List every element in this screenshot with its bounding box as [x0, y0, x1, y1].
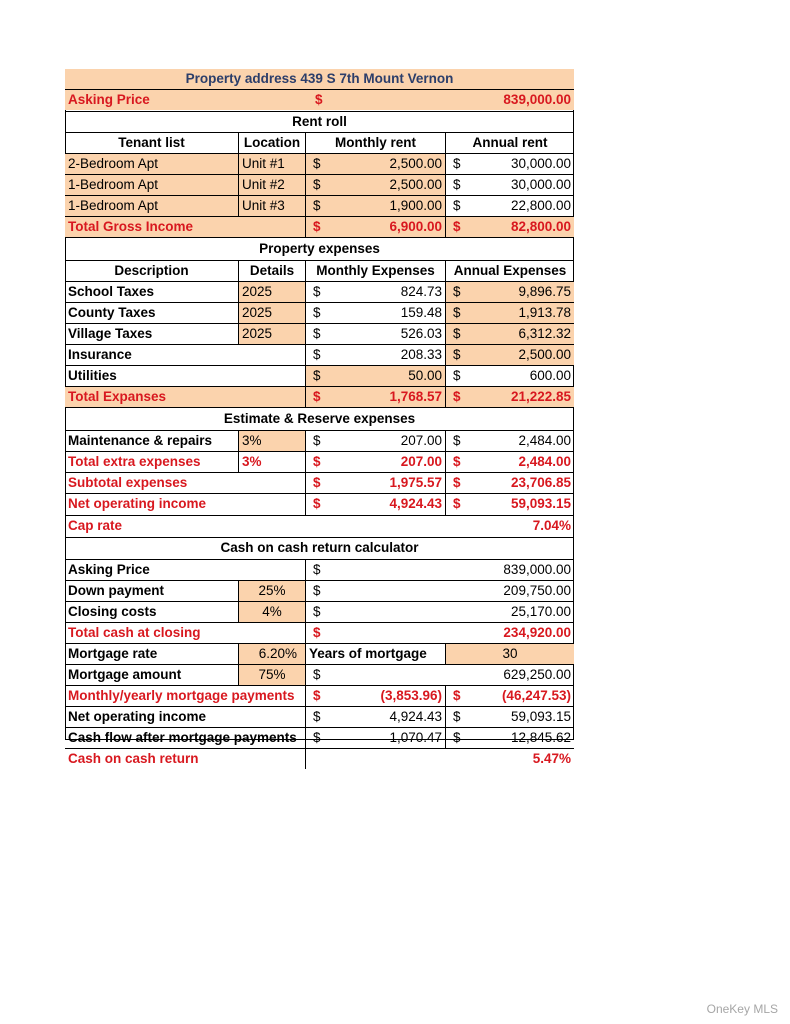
- currency-symbol: $: [313, 667, 321, 682]
- annual-rent-cell: [445, 196, 574, 216]
- monthly-expense: 50.00: [408, 368, 442, 383]
- total-cash-cell: [305, 623, 574, 643]
- annual-rent: 30,000.00: [510, 156, 571, 171]
- noi-annual: 59,093.15: [510, 496, 571, 511]
- monthly-expense: 159.48: [400, 305, 442, 320]
- currency-symbol: $: [453, 219, 461, 234]
- annual-expense-cell: [445, 366, 574, 386]
- cap-rate-row: [65, 516, 574, 538]
- currency-symbol: $: [453, 454, 461, 469]
- unit-location: Unit #3: [238, 196, 305, 216]
- mortgage-amount-row: [65, 665, 574, 686]
- extra-monthly: 207.00: [400, 454, 442, 469]
- expense-description: Utilities: [68, 368, 117, 383]
- subtotal-monthly-cell: [305, 473, 445, 493]
- currency-symbol: $: [313, 604, 321, 619]
- down-payment-row: [65, 581, 574, 602]
- closing-costs-label: Closing costs: [68, 604, 157, 619]
- currency-symbol: $: [453, 368, 461, 383]
- cash-heading-row: [65, 538, 574, 560]
- watermark: OneKey MLS: [706, 1002, 778, 1016]
- annual-expense: 1,913.78: [518, 305, 571, 320]
- mortgage-payments-row: [65, 686, 574, 707]
- monthly-expense-cell: [305, 324, 445, 344]
- col-description: Description: [114, 263, 189, 278]
- monthly-rent: 2,500.00: [389, 156, 442, 171]
- asking-price-value: 839,000.00: [503, 92, 571, 107]
- currency-symbol: $: [453, 326, 461, 341]
- rent-row: [65, 175, 574, 196]
- expense-description: County Taxes: [68, 305, 156, 320]
- cash-noi-row: [65, 707, 574, 728]
- currency-symbol: $: [313, 433, 321, 448]
- rent-roll-heading-row: [65, 111, 574, 133]
- total-annual-expenses: 21,222.85: [510, 389, 571, 404]
- property-title: Property address 439 S 7th Mount Vernon: [65, 69, 574, 89]
- property-analysis-sheet: [65, 69, 574, 769]
- currency-symbol: $: [315, 92, 323, 107]
- annual-rent-cell: [445, 154, 574, 174]
- mortgage-amount-percent: 75%: [238, 665, 305, 685]
- years-of-mortgage-label: Years of mortgage: [305, 644, 445, 664]
- currency-symbol: $: [313, 454, 321, 469]
- rent-roll-heading: Rent roll: [292, 114, 347, 129]
- rent-roll-header-row: [65, 133, 574, 154]
- monthly-rent-cell: [305, 154, 445, 174]
- mortgage-monthly: (3,853.96): [380, 688, 442, 703]
- currency-symbol: $: [453, 156, 461, 171]
- monthly-expense: 824.73: [400, 284, 442, 299]
- maintenance-row: [65, 431, 574, 452]
- cash-flow-annual: 12,845.62: [510, 730, 571, 745]
- currency-symbol: $: [453, 475, 461, 490]
- currency-symbol: $: [313, 156, 321, 171]
- currency-symbol: $: [313, 177, 321, 192]
- annual-expense: 6,312.32: [518, 326, 571, 341]
- expense-description: Village Taxes: [68, 326, 153, 341]
- currency-symbol: $: [313, 730, 321, 745]
- currency-symbol: $: [313, 475, 321, 490]
- cash-asking-cell: [305, 560, 574, 580]
- reserve-heading: Estimate & Reserve expenses: [223, 411, 416, 426]
- cash-asking-row: [65, 560, 574, 581]
- expense-description: School Taxes: [68, 284, 155, 299]
- maintenance-monthly-cell: [305, 431, 445, 451]
- annual-expense-cell: [445, 282, 574, 302]
- total-gross-income-row: [65, 217, 574, 238]
- currency-symbol: $: [453, 389, 461, 404]
- cash-flow-monthly: 1,070.47: [389, 730, 442, 745]
- total-gross-income-label: Total Gross Income: [65, 217, 305, 237]
- currency-symbol: $: [313, 198, 321, 213]
- currency-symbol: $: [453, 347, 461, 362]
- expenses-header-row: [65, 261, 574, 282]
- asking-price-label: Asking Price: [65, 90, 308, 110]
- total-annual-rent: 82,800.00: [510, 219, 571, 234]
- closing-costs-percent: 4%: [238, 602, 305, 622]
- annual-rent-cell: [445, 175, 574, 195]
- extra-annual-cell: [445, 452, 574, 472]
- currency-symbol: $: [313, 368, 321, 383]
- unit-location: Unit #1: [238, 154, 305, 174]
- cash-flow-annual-cell: [445, 728, 574, 748]
- col-monthly-rent: Monthly rent: [305, 133, 445, 153]
- currency-symbol: $: [453, 730, 461, 745]
- monthly-rent: 2,500.00: [389, 177, 442, 192]
- maintenance-annual-cell: [445, 431, 574, 451]
- expense-details: 2025: [238, 324, 305, 344]
- cash-asking-label: Asking Price: [68, 562, 150, 577]
- currency-symbol: $: [313, 709, 321, 724]
- annual-expense: 2,500.00: [518, 347, 571, 362]
- net-operating-income-row: [65, 494, 574, 516]
- cash-on-cash-value: 5.47%: [305, 749, 574, 769]
- rent-row: [65, 154, 574, 175]
- cash-noi-annual-cell: [445, 707, 574, 727]
- extra-expenses-row: [65, 452, 574, 473]
- currency-symbol: $: [313, 496, 321, 511]
- monthly-expense-cell: [305, 366, 445, 386]
- currency-symbol: $: [313, 347, 321, 362]
- maintenance-percent: 3%: [238, 431, 305, 451]
- mortgage-payments-label: Monthly/yearly mortgage payments: [68, 688, 295, 703]
- currency-symbol: $: [313, 625, 321, 640]
- total-monthly-expenses: 1,768.57: [389, 389, 442, 404]
- expense-description: Insurance: [68, 347, 132, 362]
- subtotal-expenses-row: [65, 473, 574, 494]
- cash-on-cash-row: [65, 749, 574, 769]
- tenant-name: 1-Bedroom Apt: [65, 196, 238, 216]
- noi-monthly: 4,924.43: [389, 496, 442, 511]
- cash-flow-label: Cash flow after mortgage payments: [68, 730, 297, 745]
- currency-symbol: $: [313, 326, 321, 341]
- currency-symbol: $: [453, 496, 461, 511]
- cash-on-cash-label: Cash on cash return: [68, 751, 199, 766]
- expense-row: [65, 282, 574, 303]
- maintenance-monthly: 207.00: [400, 433, 442, 448]
- monthly-expense-cell: [305, 303, 445, 323]
- col-location: Location: [238, 133, 305, 153]
- cash-noi-monthly-cell: [305, 707, 445, 727]
- mortgage-rate-percent: 6.20%: [238, 644, 305, 664]
- total-monthly-expenses-cell: [305, 387, 445, 407]
- monthly-expense: 208.33: [400, 347, 442, 362]
- monthly-expense-cell: [305, 282, 445, 302]
- annual-expense: 600.00: [529, 368, 571, 383]
- currency-symbol: $: [313, 284, 321, 299]
- currency-symbol: $: [313, 219, 321, 234]
- cap-rate-value: 7.04%: [532, 518, 571, 533]
- expenses-heading-row: [65, 238, 574, 261]
- mortgage-amount-cell: [305, 665, 574, 685]
- cash-asking-value: 839,000.00: [503, 562, 571, 577]
- currency-symbol: $: [313, 562, 321, 577]
- subtotal-annual: 23,706.85: [510, 475, 571, 490]
- total-cash-value: 234,920.00: [503, 625, 571, 640]
- extra-monthly-cell: [305, 452, 445, 472]
- cash-flow-monthly-cell: [305, 728, 445, 748]
- expense-row: [65, 345, 574, 366]
- currency-symbol: $: [453, 305, 461, 320]
- annual-expense-cell: [445, 345, 574, 365]
- currency-symbol: $: [313, 305, 321, 320]
- expense-details: 2025: [238, 282, 305, 302]
- expense-details: 2025: [238, 303, 305, 323]
- cash-noi-monthly: 4,924.43: [389, 709, 442, 724]
- currency-symbol: $: [453, 709, 461, 724]
- total-cash-label: Total cash at closing: [68, 625, 201, 640]
- expense-row: [65, 324, 574, 345]
- maintenance-label: Maintenance & repairs: [68, 433, 213, 448]
- cash-noi-label: Net operating income: [68, 709, 207, 724]
- col-details: Details: [238, 261, 305, 281]
- subtotal-annual-cell: [445, 473, 574, 493]
- currency-symbol: $: [313, 389, 321, 404]
- down-payment-value: 209,750.00: [503, 583, 571, 598]
- asking-price-row: [65, 89, 574, 111]
- total-expenses-label: Total Expanses: [65, 387, 305, 407]
- down-payment-label: Down payment: [68, 583, 165, 598]
- closing-costs-row: [65, 602, 574, 623]
- annual-rent: 22,800.00: [510, 198, 571, 213]
- monthly-expense-cell: [305, 345, 445, 365]
- total-annual-expenses-cell: [445, 387, 574, 407]
- total-monthly-rent: 6,900.00: [389, 219, 442, 234]
- total-expenses-row: [65, 387, 574, 408]
- noi-label: Net operating income: [68, 496, 207, 511]
- col-annual-rent: Annual rent: [445, 133, 574, 153]
- col-monthly-expenses: Monthly Expenses: [305, 261, 445, 281]
- currency-symbol: $: [453, 688, 461, 703]
- annual-expense-cell: [445, 324, 574, 344]
- monthly-rent: 1,900.00: [389, 198, 442, 213]
- currency-symbol: $: [453, 433, 461, 448]
- currency-symbol: $: [453, 198, 461, 213]
- mortgage-rate-row: [65, 644, 574, 665]
- noi-annual-cell: [445, 494, 574, 515]
- cap-rate-label: Cap rate: [68, 518, 123, 533]
- closing-costs-value: 25,170.00: [510, 604, 571, 619]
- rent-row: [65, 196, 574, 217]
- currency-symbol: $: [453, 177, 461, 192]
- asking-price-value-cell: [308, 90, 574, 110]
- annual-expense: 9,896.75: [518, 284, 571, 299]
- tenant-name: 1-Bedroom Apt: [65, 175, 238, 195]
- mortgage-amount-label: Mortgage amount: [68, 667, 182, 682]
- title-row: [65, 69, 574, 89]
- col-tenant-list: Tenant list: [118, 135, 185, 150]
- extra-expenses-label: Total extra expenses: [68, 454, 201, 469]
- col-annual-expenses: Annual Expenses: [445, 261, 574, 281]
- reserve-heading-row: [65, 408, 574, 431]
- tenant-name: 2-Bedroom Apt: [65, 154, 238, 174]
- monthly-rent-cell: [305, 175, 445, 195]
- cash-heading: Cash on cash return calculator: [220, 540, 419, 555]
- currency-symbol: $: [313, 688, 321, 703]
- closing-costs-cell: [305, 602, 574, 622]
- currency-symbol: $: [453, 284, 461, 299]
- mortgage-annual: (46,247.53): [501, 688, 571, 703]
- currency-symbol: $: [313, 583, 321, 598]
- maintenance-annual: 2,484.00: [518, 433, 571, 448]
- years-of-mortgage-value: 30: [445, 644, 574, 664]
- mortgage-monthly-cell: [305, 686, 445, 706]
- unit-location: Unit #2: [238, 175, 305, 195]
- expense-row: [65, 303, 574, 324]
- down-payment-percent: 25%: [238, 581, 305, 601]
- extra-annual: 2,484.00: [518, 454, 571, 469]
- expenses-heading: Property expenses: [259, 241, 380, 256]
- expense-row: [65, 366, 574, 387]
- total-cash-row: [65, 623, 574, 644]
- subtotal-monthly: 1,975.57: [389, 475, 442, 490]
- mortgage-amount-value: 629,250.00: [503, 667, 571, 682]
- mortgage-rate-label: Mortgage rate: [68, 646, 158, 661]
- annual-expense-cell: [445, 303, 574, 323]
- mortgage-annual-cell: [445, 686, 574, 706]
- total-annual-rent-cell: [445, 217, 574, 237]
- cash-noi-annual: 59,093.15: [510, 709, 571, 724]
- monthly-rent-cell: [305, 196, 445, 216]
- cash-flow-row: [65, 728, 574, 749]
- noi-monthly-cell: [305, 494, 445, 515]
- subtotal-expenses-label: Subtotal expenses: [68, 475, 188, 490]
- annual-rent: 30,000.00: [510, 177, 571, 192]
- extra-expenses-percent: 3%: [238, 452, 305, 472]
- total-monthly-rent-cell: [305, 217, 445, 237]
- monthly-expense: 526.03: [400, 326, 442, 341]
- down-payment-cell: [305, 581, 574, 601]
